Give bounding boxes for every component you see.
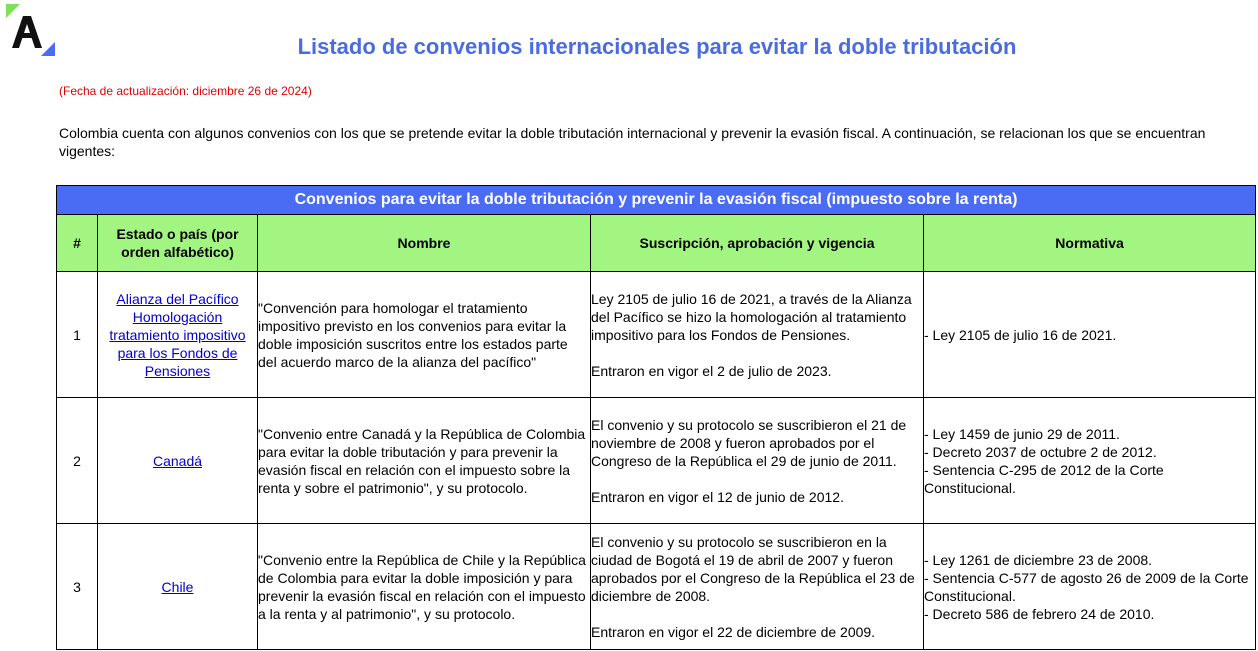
in-force-text: Entraron en vigor el 2 de julio de 2023. xyxy=(591,362,832,379)
country-link-alianza-pacifico[interactable]: Alianza del Pacífico Homologación tratamiento impositivo para los Fondos de Pensiones xyxy=(109,290,246,379)
norm-item: - Sentencia C-295 de 2012 de la Corte Constitucional. xyxy=(924,461,1164,496)
subscription-text: Ley 2105 de julio 16 de 2021, a través de la Alianza del Pacífico se hizo la homologación al tratamiento impositivo para los Fondos de Pensiones. xyxy=(591,290,912,343)
table-row xyxy=(57,524,1256,650)
treaty-name: "Convenio entre Canadá y la República de Colombia para evitar la doble tributación y para prevenir la evasión fiscal en relación con el impuesto sobre la renta y sobre el patrimonio", y su protocolo. xyxy=(258,398,591,524)
treaty-name: "Convenio entre la República de Chile y la República de Colombia para evitar la doble imposición y para prevenir la evasión fiscal en relación con el impuesto a la renta y al patrimonio", y su protocolo. xyxy=(258,524,591,650)
header-name: Nombre xyxy=(258,215,591,272)
country-link-canada[interactable]: Canadá xyxy=(152,452,203,469)
norm-item: - Ley 1459 de junio 29 de 2011. xyxy=(924,425,1120,442)
subscription-text: El convenio y su protocolo se suscribieron en la ciudad de Bogotá el 19 de abril de 2007 y fueron aprobados por el Congreso de la República el 23 de diciembre de 2008. xyxy=(591,533,915,604)
row-number: 1 xyxy=(57,272,98,398)
country-link-chile[interactable]: Chile xyxy=(161,578,194,595)
norm-item: - Ley 1261 de diciembre 23 de 2008. xyxy=(924,551,1153,568)
in-force-text: Entraron en vigor el 12 de junio de 2012. xyxy=(591,488,844,505)
norm-item: - Sentencia C-577 de agosto 26 de 2009 de la Corte Constitucional. xyxy=(924,569,1249,604)
row-number: 2 xyxy=(57,398,98,524)
intro-paragraph: Colombia cuenta con algunos convenios con los que se pretende evitar la doble tributación internacional y prevenir la evasión fiscal. A continuación, se relacionan los que se encuentran vigentes: xyxy=(59,125,1206,159)
norm-item: - Ley 2105 de julio 16 de 2021. xyxy=(924,326,1117,343)
header-num: # xyxy=(57,215,98,272)
in-force-text: Entraron en vigor el 22 de diciembre de 2009. xyxy=(591,623,876,640)
page-title: Listado de convenios internacionales para evitar la doble tributación xyxy=(297,34,1017,59)
update-date: (Fecha de actualización: diciembre 26 de 2024) xyxy=(59,84,312,98)
row-number: 3 xyxy=(57,524,98,650)
table-row xyxy=(57,398,1256,524)
norm-item: - Decreto 586 de febrero 24 de 2010. xyxy=(924,605,1155,622)
norm-item: - Decreto 2037 de octubre 2 de 2012. xyxy=(924,443,1157,460)
header-subscription: Suscripción, aprobación y vigencia xyxy=(591,215,924,272)
table-caption: Convenios para evitar la doble tributación y prevenir la evasión fiscal (impuesto sobre la renta) xyxy=(57,186,1256,215)
header-norms: Normativa xyxy=(924,215,1256,272)
subscription-text: El convenio y su protocolo se suscribieron el 21 de noviembre de 2008 y fueron aprobados por el Congreso de la República el 29 de junio de 2011. xyxy=(591,416,907,469)
table-row xyxy=(57,272,1256,398)
treaties-table xyxy=(56,185,1256,650)
header-country: Estado o país (por orden alfabético) xyxy=(98,215,258,272)
treaty-name: "Convención para homologar el tratamiento impositivo previsto en los convenios para evitar la doble imposición suscritos entre los estados parte del acuerdo marco de la alianza del pacífico" xyxy=(258,272,591,398)
